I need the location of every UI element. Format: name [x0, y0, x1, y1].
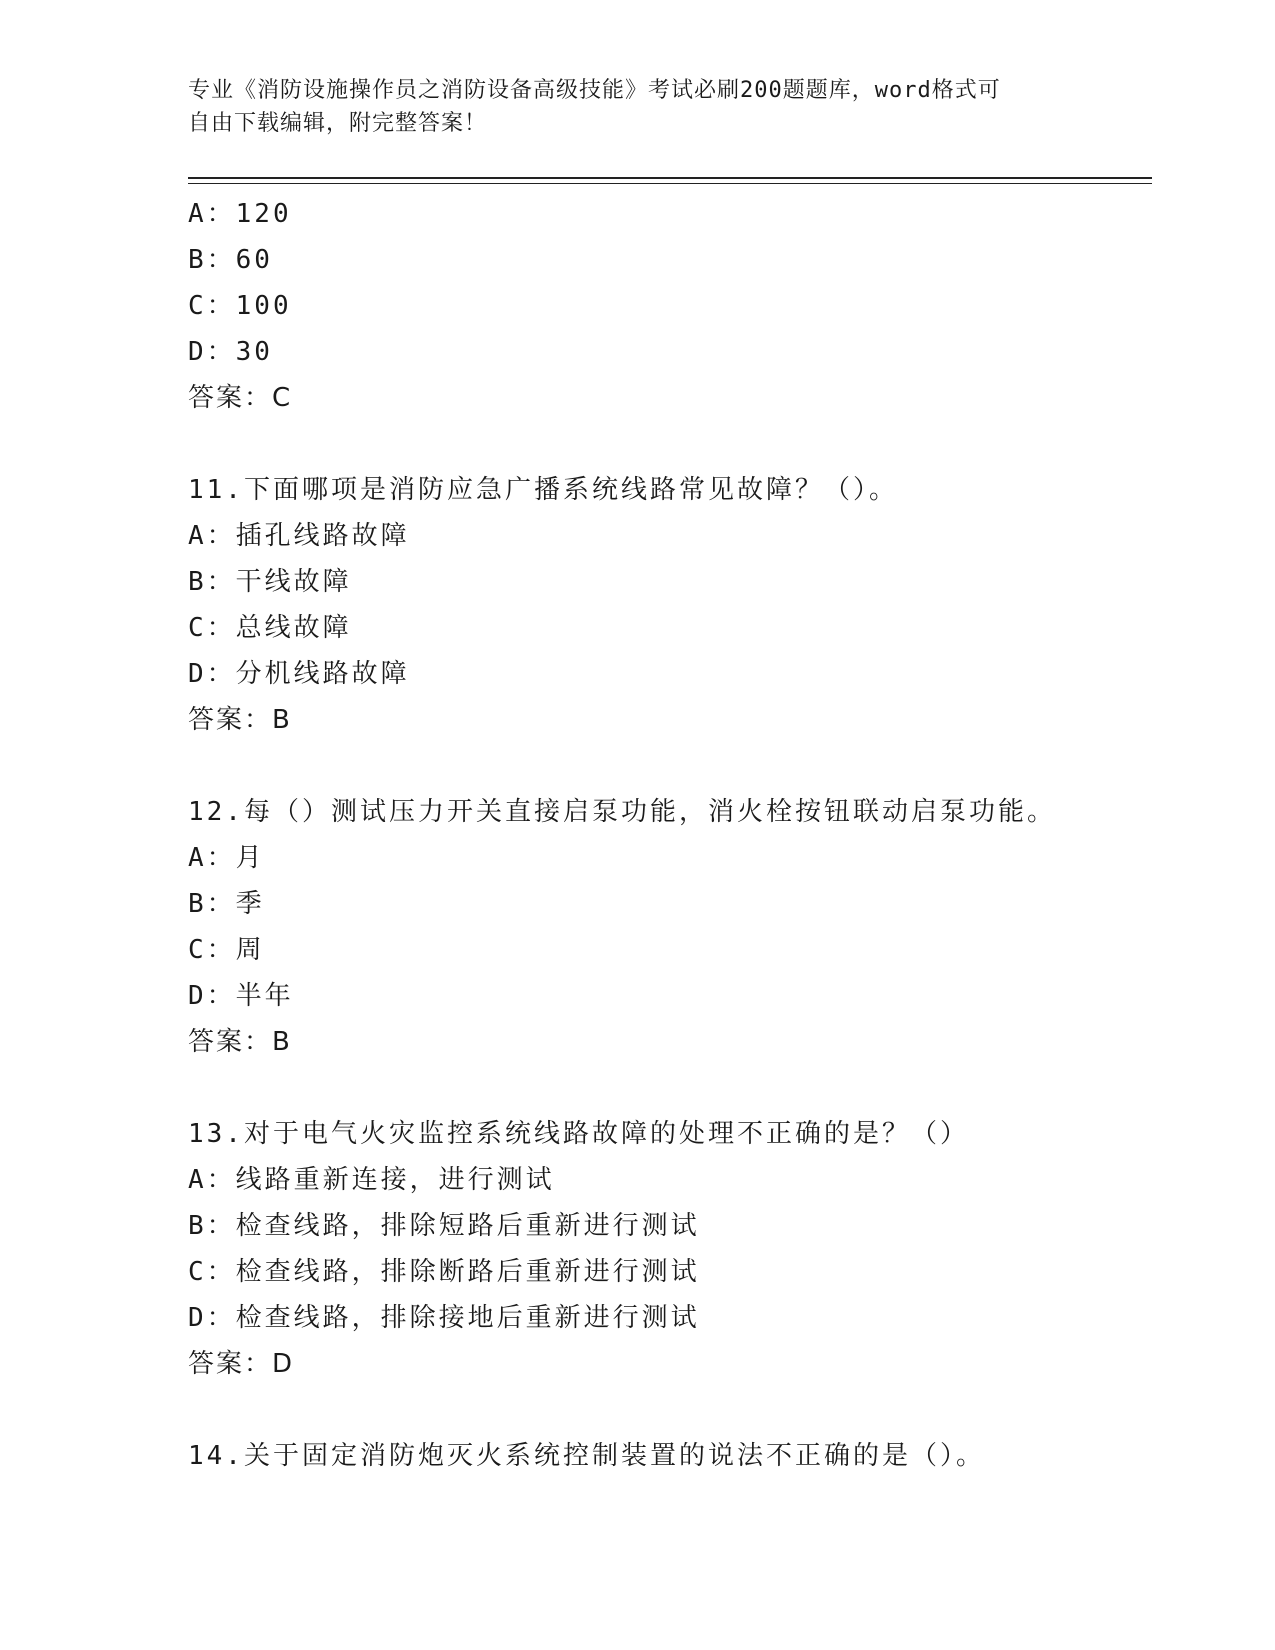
question-block-10: [188, 191, 1152, 421]
question-list: [188, 191, 1152, 1479]
question-text: 11.下面哪项是消防应急广播系统线路常见故障？（）。: [188, 475, 898, 505]
question-block-11: [188, 467, 1152, 743]
answer: 答案：B: [188, 705, 292, 735]
question-block-13: [188, 1111, 1152, 1387]
spacer: [188, 421, 1152, 467]
spacer: [188, 1387, 1152, 1433]
option-c: C：100: [188, 291, 292, 321]
page-header: [188, 74, 1088, 140]
option-b: B：季: [188, 889, 265, 919]
option-a: A：插孔线路故障: [188, 521, 410, 551]
spacer: [188, 743, 1152, 789]
option-b: B：干线故障: [188, 567, 352, 597]
option-a: A：线路重新连接，进行测试: [188, 1165, 555, 1195]
option-d: D：分机线路故障: [188, 659, 410, 689]
option-a: A：120: [188, 199, 292, 229]
question-block-12: [188, 789, 1152, 1065]
question-text: 13.对于电气火灾监控系统线路故障的处理不正确的是？（）: [188, 1119, 969, 1149]
option-c: C：周: [188, 935, 265, 965]
header-line-1: 专业《消防设施操作员之消防设备高级技能》考试必刷200题题库，word格式可: [188, 78, 1001, 103]
option-c: C：检查线路，排除断路后重新进行测试: [188, 1257, 700, 1287]
spacer: [188, 1065, 1152, 1111]
option-b: B：60: [188, 245, 273, 275]
question-text: 12.每（）测试压力开关直接启泵功能，消火栓按钮联动启泵功能。: [188, 797, 1056, 827]
header-rule-thin: [188, 183, 1152, 184]
option-d: D：半年: [188, 981, 294, 1011]
option-d: D：检查线路，排除接地后重新进行测试: [188, 1303, 700, 1333]
header-rule: [188, 177, 1152, 179]
answer: 答案：D: [188, 1349, 295, 1379]
header-line-2: 自由下载编辑，附完整答案！: [188, 111, 488, 136]
answer: 答案：B: [188, 1027, 292, 1057]
option-c: C：总线故障: [188, 613, 352, 643]
option-d: D：30: [188, 337, 273, 367]
option-b: B：检查线路，排除短路后重新进行测试: [188, 1211, 700, 1241]
question-text: 14.关于固定消防炮灭火系统控制装置的说法不正确的是（）。: [188, 1441, 985, 1471]
answer: 答案：C: [188, 383, 293, 413]
option-a: A：月: [188, 843, 265, 873]
question-block-14: [188, 1433, 1152, 1479]
